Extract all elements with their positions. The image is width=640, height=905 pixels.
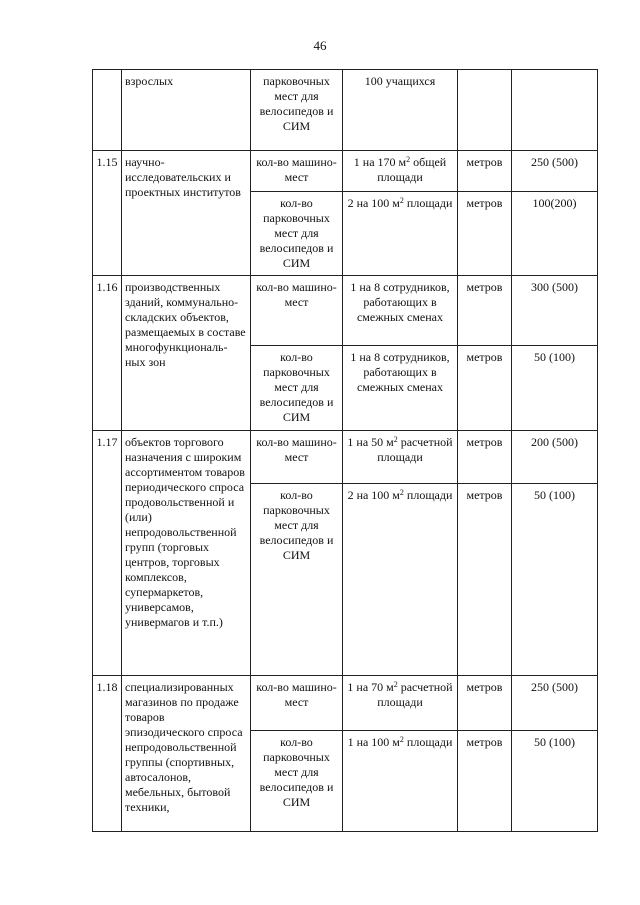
object-name: взрослых <box>122 70 251 151</box>
norms-table <box>92 69 598 832</box>
indicator-cell: кол-во парковочных мест для велосипедов и СИМ <box>251 346 343 431</box>
unit-cell: метров <box>458 192 512 276</box>
table-row <box>93 676 598 731</box>
basis-cell <box>343 676 458 731</box>
indicator-cell: кол-во парковочных мест для велосипедов и СИМ <box>251 731 343 832</box>
basis-cell <box>343 276 458 346</box>
basis-text: 100 учащихся <box>364 74 436 88</box>
row-number: 1.16 <box>93 276 122 431</box>
unit-cell: метров <box>458 151 512 192</box>
basis-superscript: 2 <box>393 680 398 689</box>
basis-cell <box>343 70 458 151</box>
basis-tail: площади <box>406 488 453 502</box>
basis-text: 2 на 100 м <box>347 488 400 502</box>
basis-tail: площади <box>406 196 453 210</box>
basis-text: 1 на 8 сотрудников, работающих в смежных сменах <box>350 280 450 324</box>
basis-superscript: 2 <box>399 196 404 205</box>
value-cell: 300 (500) <box>512 276 598 346</box>
basis-text: 1 на 8 сотрудников, работающих в смежных сменах <box>350 350 450 394</box>
basis-tail: расчетной площади <box>377 435 453 464</box>
object-name: научно-исследовательских и проектных институтов <box>122 151 251 276</box>
row-number <box>93 70 122 151</box>
row-number: 1.18 <box>93 676 122 832</box>
table-row <box>93 70 598 151</box>
basis-text: 2 на 100 м <box>347 196 400 210</box>
value-cell: 50 (100) <box>512 484 598 676</box>
indicator-cell: кол-во машино-мест <box>251 151 343 192</box>
basis-superscript: 2 <box>399 488 404 497</box>
row-number: 1.15 <box>93 151 122 276</box>
row-number: 1.17 <box>93 431 122 676</box>
unit-cell: метров <box>458 484 512 676</box>
basis-text: 1 на 100 м <box>347 735 400 749</box>
basis-superscript: 2 <box>406 155 411 164</box>
basis-cell <box>343 346 458 431</box>
value-cell: 100(200) <box>512 192 598 276</box>
unit-cell: метров <box>458 346 512 431</box>
basis-cell <box>343 431 458 484</box>
value-cell: 50 (100) <box>512 346 598 431</box>
basis-text: 1 на 170 м <box>353 155 407 169</box>
unit-cell: метров <box>458 731 512 832</box>
object-name: производственных зданий, коммунально-складских объектов, размещаемых в составе многофункциональ-ных зон <box>122 276 251 431</box>
unit-cell: метров <box>458 676 512 731</box>
page-number: 46 <box>313 38 327 53</box>
value-cell: 250 (500) <box>512 676 598 731</box>
basis-tail: общей площади <box>377 155 447 184</box>
basis-cell <box>343 731 458 832</box>
basis-cell <box>343 151 458 192</box>
indicator-cell: парковочных мест для велосипедов и СИМ <box>251 70 343 151</box>
basis-text: 1 на 70 м <box>347 680 394 694</box>
basis-cell <box>343 484 458 676</box>
table-row <box>93 276 598 346</box>
indicator-cell: кол-во парковочных мест для велосипедов и СИМ <box>251 484 343 676</box>
table-row <box>93 151 598 192</box>
table-row <box>93 431 598 484</box>
unit-cell <box>458 70 512 151</box>
value-cell <box>512 70 598 151</box>
unit-cell: метров <box>458 276 512 346</box>
basis-superscript: 2 <box>399 735 404 744</box>
object-name: объектов торгового назначения с широким ассортиментом товаров периодического спроса продовольственной и (или) непродовольственной групп (торговых центров, торговых комплексов, супермаркетов, универсамов, универмагов и т.п.) <box>122 431 251 676</box>
value-cell: 200 (500) <box>512 431 598 484</box>
indicator-cell: кол-во машино-мест <box>251 276 343 346</box>
value-cell: 50 (100) <box>512 731 598 832</box>
indicator-cell: кол-во машино-мест <box>251 431 343 484</box>
basis-cell <box>343 192 458 276</box>
indicator-cell: кол-во машино-мест <box>251 676 343 731</box>
value-cell: 250 (500) <box>512 151 598 192</box>
basis-superscript: 2 <box>393 435 398 444</box>
unit-cell: метров <box>458 431 512 484</box>
basis-text: 1 на 50 м <box>347 435 394 449</box>
basis-tail: расчетной площади <box>377 680 453 709</box>
indicator-cell: кол-во парковочных мест для велосипедов и СИМ <box>251 192 343 276</box>
object-name: специализированных магазинов по продаже товаров эпизодического спроса непродовольственной группы (спортивных, автосалонов, мебельных, бытовой техники, <box>122 676 251 832</box>
basis-tail: площади <box>406 735 453 749</box>
